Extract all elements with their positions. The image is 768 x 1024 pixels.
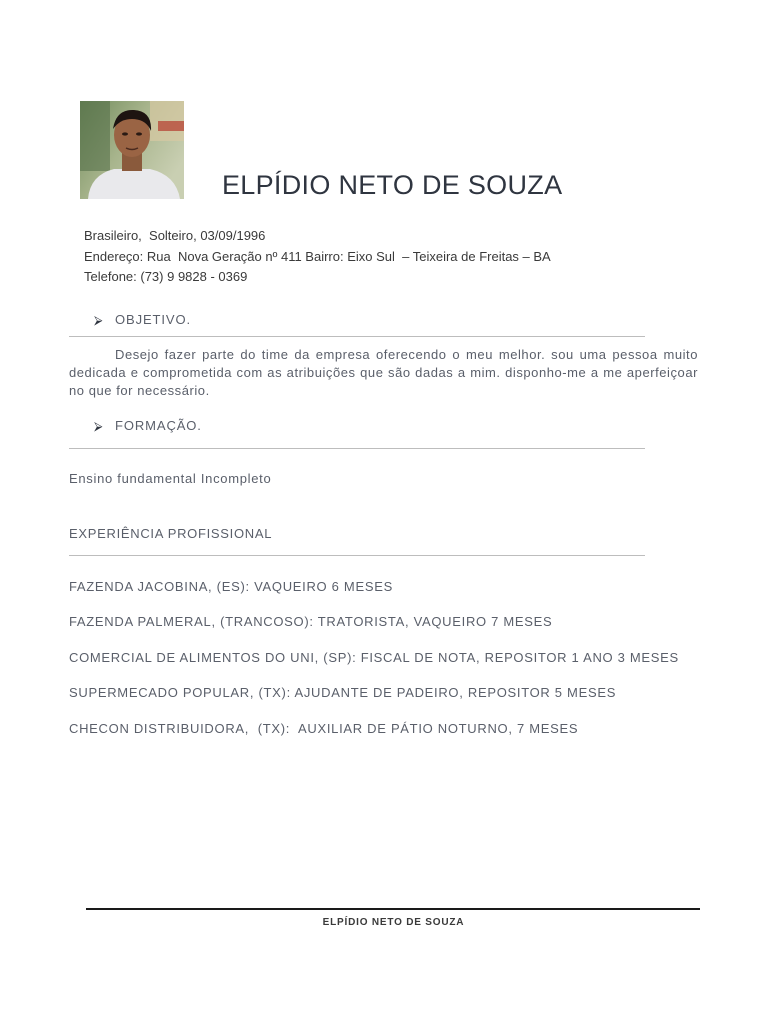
experience-divider — [69, 555, 645, 556]
candidate-name: ELPÍDIO NETO DE SOUZA — [222, 170, 563, 200]
experience-item: CHECON DISTRIBUIDORA, (TX): AUXILIAR DE PÁTIO NOTURNO, 7 MESES — [69, 721, 579, 736]
experience-heading: EXPERIÊNCIA PROFISSIONAL — [69, 526, 273, 541]
personal-info — [84, 226, 551, 288]
address-line: Endereço: Rua Nova Geração nº 411 Bairro: Eixo Sul – Teixeira de Freitas – BA — [84, 248, 551, 264]
experience-item: FAZENDA JACOBINA, (ES): VAQUEIRO 6 MESES — [69, 579, 393, 594]
objective-heading-label: OBJETIVO. — [115, 312, 192, 327]
objective-heading — [94, 312, 191, 328]
personal-details-line: Brasileiro, Solteiro, 03/09/1996 — [84, 228, 266, 243]
objective-text: Desejo fazer parte do time da empresa oferecendo o meu melhor. sou uma pessoa muito dedicada e comprometida com as atribuições que são dadas a mim. disponho-me a me aperfeiçoar no que for necessário. — [69, 347, 698, 399]
education-divider — [69, 448, 645, 449]
footer-name: ELPÍDIO NETO DE SOUZA — [322, 917, 465, 928]
arrowhead-bullet-icon: ⮚ — [94, 419, 104, 433]
education-heading-label: FORMAÇÃO. — [115, 418, 202, 433]
experience-item: COMERCIAL DE ALIMENTOS DO UNI, (SP): FISCAL DE NOTA, REPOSITOR 1 ANO 3 MESES — [69, 650, 679, 665]
phone-line: Telefone: (73) 9 9828 - 0369 — [84, 269, 248, 284]
profile-photo — [80, 101, 184, 199]
education-heading — [94, 418, 202, 434]
experience-item: SUPERMECADO POPULAR, (TX): AJUDANTE DE PADEIRO, REPOSITOR 5 MESES — [69, 685, 617, 700]
experience-item: FAZENDA PALMERAL, (TRANCOSO): TRATORISTA, VAQUEIRO 7 MESES — [69, 614, 553, 629]
footer-divider — [86, 908, 700, 910]
education-text: Ensino fundamental Incompleto — [69, 471, 272, 486]
objective-divider — [69, 336, 645, 337]
arrowhead-bullet-icon: ⮚ — [94, 313, 104, 327]
